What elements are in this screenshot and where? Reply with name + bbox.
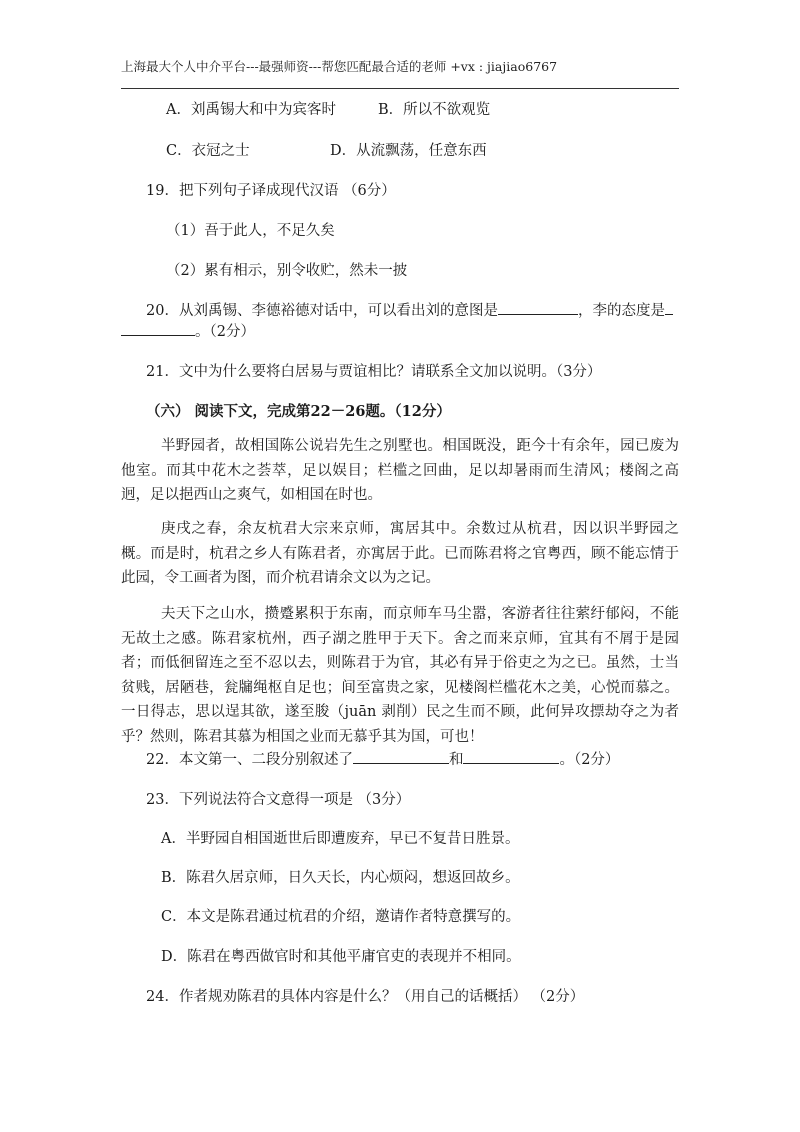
header-divider	[121, 88, 679, 89]
q22-blank-2[interactable]	[463, 749, 559, 764]
q22-blank-1[interactable]	[353, 749, 449, 764]
q22-line	[146, 748, 619, 769]
q19-item-2: （2）累有相示，别令收贮，然未一披	[166, 263, 408, 279]
q22-text-2: 和	[448, 752, 464, 768]
q22-text-3: 。（2分）	[559, 752, 620, 768]
q23-option-a: A．半野园自相国逝世后即遭废弃，早已不复昔日胜景。	[161, 831, 520, 847]
q21-stem: 21．文中为什么要将白居易与贾谊相比？请联系全文加以说明。（3分）	[146, 364, 602, 380]
q18-option-b: B．所以不欲观览	[378, 102, 491, 118]
q23-option-c: C．本文是陈君通过杭君的介绍，邀请作者特意撰写的。	[161, 909, 521, 925]
q20-blank-2[interactable]	[121, 321, 195, 336]
q20-line-2	[121, 320, 255, 341]
section-6-heading: （六） 阅读下文，完成第22－26题。（12分）	[146, 403, 451, 420]
passage-paragraph-3: 夫天下之山水，攒蹙累积于东南，而京师车马尘嚣，客游者往往萦纡郁闷，不能无故土之感。陈君家杭州，西子湖之胜甲于天下。舍之而来京师，宜其有不屑于是园者；而低徊留连之至不忍以去，则陈君于为官，其必有异于俗吏之为之已。虽然，士当贫贱，居陋巷，瓮牖绳枢自足也；间至富贵之家，见楼阁栏槛花木之美，心悦而慕之。一日得志，思以逞其欲，遂至朘（juān 剥削）民之生而不顾，此何异攻摽劫夺之为者乎？然则，陈君其慕为相国之业而无慕乎其为国，可也！	[121, 606, 679, 745]
passage-paragraph-1: 半野园者，故相国陈公说岩先生之别墅也。相国既没，距今十有余年，园已废为他室。而其中花木之荟萃，足以娱目；栏槛之回曲，足以却暑雨而生清风；楼阁之高迥，足以挹西山之爽气，如相国在时也。	[121, 438, 679, 503]
q18-option-a: A．刘禹锡大和中为宾客时	[166, 102, 336, 118]
page-header: 上海最大个人中介平台---最强师资---帮您匹配最合适的老师 +vx : jiajiao6767	[121, 59, 558, 74]
q23-stem: 23．下列说法符合文意得一项是 （3分）	[146, 792, 411, 808]
q20-text-1: 20．从刘禹锡、李德裕德对话中，可以看出刘的意图是	[146, 303, 498, 319]
q20-blank-1[interactable]	[498, 300, 578, 315]
passage-paragraph-2: 庚戌之春，余友杭君大宗来京师，寓居其中。余数过从杭君，因以识半野园之概。而是时，杭君之乡人有陈君者，亦寓居于此。已而陈君将之官粤西，顾不能忘情于此园，令工画者为图，而介杭君请余文以为之记。	[121, 521, 679, 586]
q20-text-3: 。（2分）	[195, 324, 255, 340]
q19-item-1: （1）吾于此人，不足久矣	[166, 223, 335, 239]
q18-option-d: D．从流飘荡，任意东西	[330, 143, 487, 159]
q20-blank-2-start[interactable]	[665, 300, 673, 315]
q24-stem: 24．作者规劝陈君的具体内容是什么？（用自己的话概括） （2分）	[146, 989, 585, 1005]
q19-stem: 19．把下列句子译成现代汉语 （6分）	[146, 183, 396, 199]
q23-option-d: D．陈君在粤西做官时和其他平庸官吏的表现并不相同。	[161, 949, 521, 965]
q20-text-2: ，李的态度是	[577, 303, 665, 319]
q23-option-b: B．陈君久居京师，日久天长，内心烦闷，想返回故乡。	[161, 870, 520, 886]
q22-text-1: 22．本文第一、二段分别叙述了	[146, 752, 353, 768]
q20-line-1	[146, 299, 673, 320]
q18-option-c: C．衣冠之士	[166, 143, 250, 159]
